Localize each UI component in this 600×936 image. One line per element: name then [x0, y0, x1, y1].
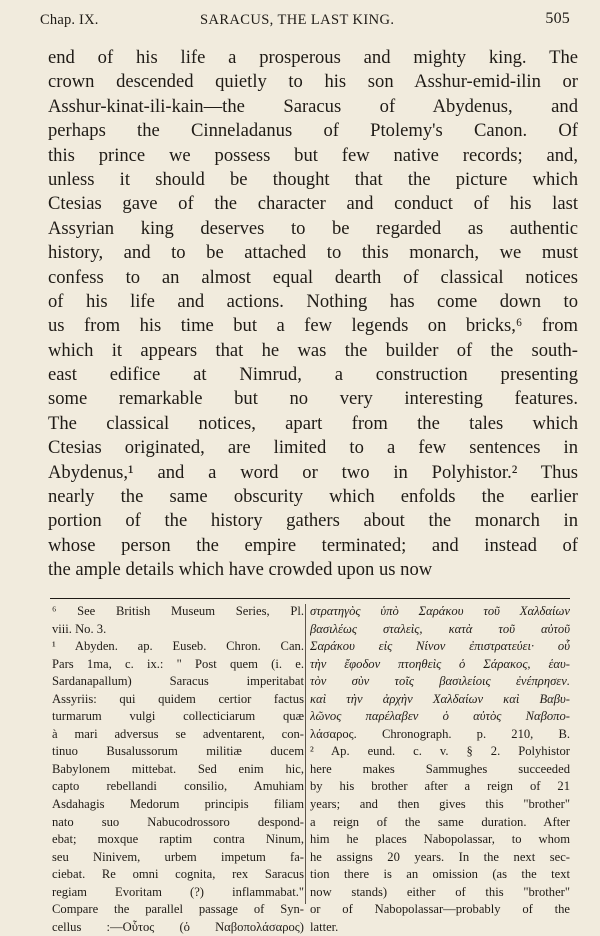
body-line: of his life and actions. Nothing has come down to: [48, 290, 578, 312]
body-line: The classical notices, apart from the tales which: [48, 412, 578, 434]
footnote-line: ebat; moxque raptim contra Ninum,: [52, 832, 304, 847]
body-line: some remarkable but no very interesting features.: [48, 388, 578, 410]
footnote-line: seu Ninivem, urbem impetum fa-: [52, 849, 304, 864]
body-line: us from his time but a few legends on bricks,⁶ from: [48, 315, 578, 337]
footnote-line: now stands) either of this "brother": [310, 884, 570, 899]
body-text: [48, 46, 578, 583]
footnote-line: a reign of the same duration. After: [310, 814, 570, 829]
footnote-line: λάσαρος. Chronograph. p. 210, B.: [310, 726, 570, 741]
footnotes-right-column: [310, 603, 570, 936]
body-line: east edifice at Nimrud, a construction presenting: [48, 364, 578, 386]
footnote-line: τὸν σὺν τοῖς βασιλείοις ἐνέπρησεν.: [310, 674, 570, 689]
body-line: unless it should be thought that the picture which: [48, 168, 578, 190]
footnote-line: latter.: [310, 919, 339, 934]
footnote-line: Compare the parallel passage of Syn-: [52, 902, 304, 917]
body-line: history, and to be attached to this monarch, we must: [48, 242, 578, 264]
footnote-line: regiam Evoritam (?) inflammabat.": [52, 884, 304, 899]
footnote-line: cellus :—Οὗτος (ὁ Ναβοπολάσαρος): [52, 919, 304, 934]
footnote-line: Pars 1ma, c. ix.: " Post quem (i. e.: [52, 656, 304, 671]
footnote-line: βασιλέως σταλεὶς, κατὰ τοῦ αὐτοῦ: [310, 621, 570, 636]
footnote-line: Assyriis: qui quidem certior factus: [52, 691, 304, 706]
footnote-line: capto rebellandi consilio, Amuhiam: [52, 779, 304, 794]
running-head: [40, 8, 570, 32]
body-line: end of his life a prosperous and mighty king. The: [48, 47, 578, 68]
body-line: Abydenus,¹ and a word or two in Polyhistor.² Thus: [48, 461, 578, 483]
footnote-line: λῶνος παρέλαβεν ὁ αὐτὸς Ναβοπο-: [310, 709, 570, 724]
body-line: portion of the history gathers about the monarch in: [48, 510, 578, 532]
footnote-line: here makes Sammughes succeeded: [310, 761, 570, 776]
footnote-line: tion there is an omission (as the text: [310, 867, 570, 882]
body-line: Ctesias originated, are limited to a few sentences in: [48, 437, 578, 459]
body-line: Assyrian king deserves to be regarded as authentic: [48, 217, 578, 239]
footnote-line: or of Nabopolassar—probably of the: [310, 902, 570, 917]
footnote-line: à mari adversus se adventarent, con-: [52, 726, 304, 741]
footnote-line: him he places Nabopolassar, to whom: [310, 832, 570, 847]
body-line: nearly the same obscurity which enfolds the earlier: [48, 486, 578, 508]
body-line: this prince we possess but few native records; and,: [48, 144, 578, 166]
footnote-line: he assigns 20 years. In the next sec-: [310, 849, 570, 864]
footnote-line: turmarum vulgi collecticiarum quæ: [52, 709, 304, 724]
footnote-line: τὴν ἔφοδον πτοηθεὶς ὁ Σάρακος, ἑαυ-: [310, 656, 570, 671]
body-line: which it appears that he was the builder of the south-: [48, 339, 578, 361]
footnote-line: by his brother after a reign of 21: [310, 779, 570, 794]
page-number: 505: [545, 10, 570, 27]
footnote-line: Σαράκου εἰς Νίνον ἐπιστρατεύει· οὗ: [310, 639, 570, 654]
footnote-line: ciebat. Re omni cognita, rex Saracus: [52, 867, 304, 882]
footnote-line: years; and then gives this "brother": [310, 797, 570, 812]
footnote-line: viii. No. 3.: [52, 621, 107, 636]
column-divider: [305, 604, 306, 904]
footnote-line: καὶ τὴν ἀρχὴν Χαλδαίων καὶ Βαβυ-: [310, 691, 570, 706]
body-line: Ctesias gave of the character and conduct of his last: [48, 193, 578, 215]
footnotes-left-column: [52, 603, 304, 936]
body-line: whose person the empire terminated; and instead of: [48, 534, 578, 556]
chapter-label: Chap. IX.: [40, 12, 99, 28]
footnote-line: ⁶ See British Museum Series, Pl.: [52, 604, 304, 618]
body-line: Asshur-kinat-ili-kain—the Saracus of Abydenus, and: [48, 95, 578, 117]
body-line: the ample details which have crowded upon us now: [48, 559, 433, 581]
body-line: perhaps the Cinneladanus of Ptolemy's Canon. Of: [48, 120, 578, 142]
body-line: confess to an almost equal dearth of classical notices: [48, 266, 578, 288]
footnote-line: ² Ap. eund. c. v. § 2. Polyhistor: [310, 744, 570, 759]
footnote-line: Sardanapallum) Saracus imperitabat: [52, 674, 304, 689]
footnote-rule: [50, 598, 570, 599]
body-line: crown descended quietly to his son Asshur-emid-ilin or: [48, 71, 578, 93]
footnote-line: nato suo Nabucodrossoro despond-: [52, 814, 304, 829]
footnote-line: ¹ Abyden. ap. Euseb. Chron. Can.: [52, 639, 304, 654]
running-title: SARACUS, THE LAST KING.: [200, 12, 395, 28]
footnote-line: Asdahagis Medorum principis filiam: [52, 797, 304, 812]
footnote-line: στρατηγὸς ὑπὸ Σαράκου τοῦ Χαλδαίων: [310, 604, 570, 618]
footnote-line: Babylonem mittebat. Sed enim hic,: [52, 761, 304, 776]
footnote-line: tinuo Busalussorum militiæ ducem: [52, 744, 304, 759]
